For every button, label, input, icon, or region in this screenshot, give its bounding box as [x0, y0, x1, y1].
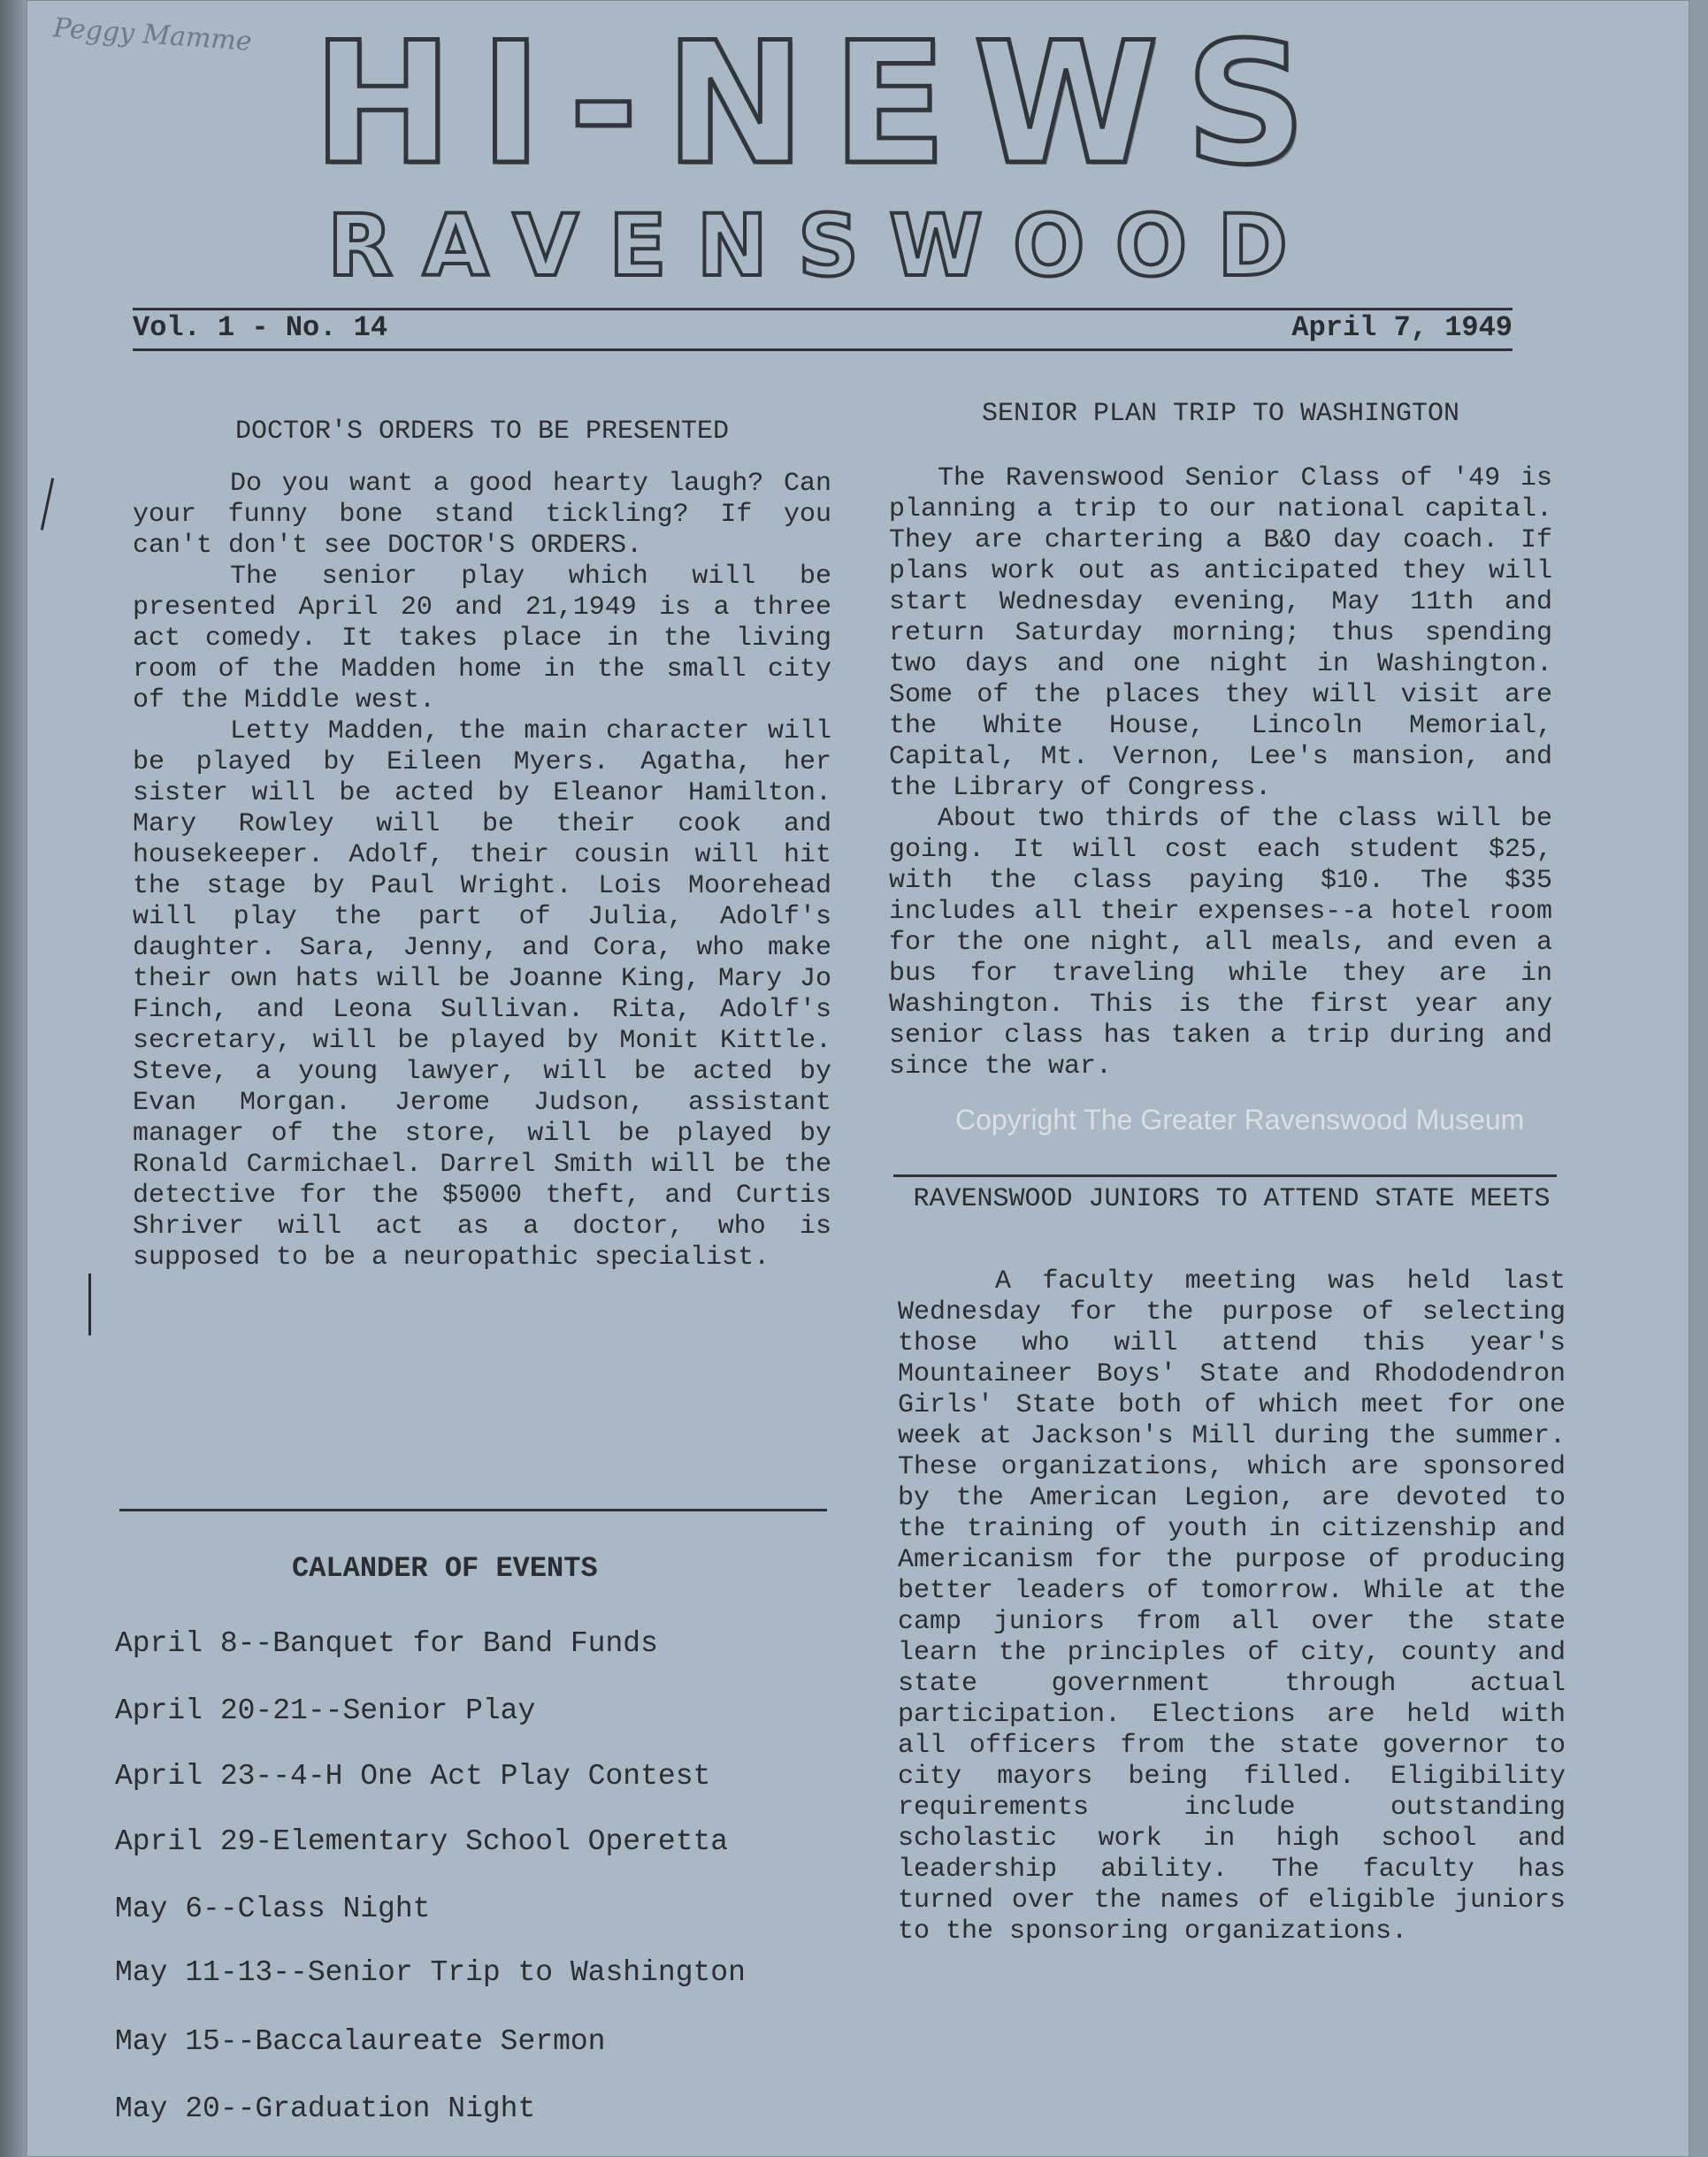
calendar-item: April 23--4-H One Act Play Contest [115, 1760, 711, 1793]
calendar-item: May 6--Class Night [115, 1893, 431, 1925]
article-doctors-orders [133, 416, 831, 1274]
article-paragraph: Do you want a good hearty laugh? Can your funny bone stand tickling? If you can't don't see DOCTOR'S ORDERS. [133, 469, 831, 561]
article-paragraph: The Ravenswood Senior Class of '49 is planning a trip to our national capital. They are chartering a B&O day coach. If plans work out as anticipated they will start Wednesday evening, May 11th and return Saturday morning; thus spending two days and one night in Washington. Some of the places they will visit are the White House, Lincoln Memorial, Capital, Mt. Vernon, Lee's mansion, and the Library of Congress. [889, 463, 1552, 803]
article-headline: SENIOR PLAN TRIP TO WASHINGTON [981, 399, 1460, 429]
issue-line [133, 311, 1513, 344]
masthead-rule-top [133, 308, 1513, 310]
calendar-heading: CALANDER OF EVENTS [292, 1552, 598, 1585]
issue-date: April 7, 1949 [1291, 311, 1513, 344]
article-divider [119, 1509, 827, 1511]
masthead [195, 6, 1451, 295]
masthead-title: HI-NEWS [312, 6, 1333, 202]
article-paragraph: Letty Madden, the main character will be played by Eileen Myers. Agatha, her sister will be acted by Eleanor Hamilton. Mary Rowley will be their cook and housekeeper. Adolf, their cousin will hit the stage by Paul Wright. Lois Moorehead will play the part of Julia, Adolf's daughter. Sara, Jenny, and Cora, who make their own hats will be Joanne King, Mary Jo Finch, and Leona Sullivan. Rita, Adolf's secretary, will be played by Monit Kittle. Steve, a young lawyer, will be acted by Evan Morgan. Jerome Judson, assistant manager of the store, will be played by Ronald Carmichael. Darrel Smith will be the detective for the $5000 theft, and Curtis Shriver will act as a doctor, who is supposed to be a neuropathic specialist. [133, 716, 831, 1273]
article-senior-trip [889, 398, 1552, 1082]
calendar-item: May 11-13--Senior Trip to Washington [115, 1956, 746, 1989]
article-paragraph: The senior play which will be presented April 20 and 21,1949 is a three act comedy. It takes place in the living room of the Madden home in the small city of the Middle west. [133, 562, 831, 715]
article-juniors-state [898, 1183, 1566, 1947]
article-paragraph: About two thirds of the class will be going. It will cost each student $25, with the class paying $10. The $35 includes all their expenses--a hotel room for the one night, all meals, and even a bus for traveling while they are in Washington. This is the first year any senior class has taken a trip during and since the war. [889, 804, 1552, 1082]
calendar-item: May 15--Baccalaureate Sermon [115, 2025, 606, 2058]
article-headline: RAVENSWOOD JUNIORS TO ATTEND STATE MEETS [913, 1184, 1551, 1214]
calendar-item: April 8--Banquet for Band Funds [115, 1627, 658, 1660]
masthead-rule-bottom [133, 348, 1513, 351]
masthead-subtitle: RAVENSWOOD [327, 196, 1318, 295]
article-paragraph: A faculty meeting was held last Wednesday for the purpose of selecting those who will attend this year's Mountaineer Boys' State and Rhododendron Girls' State both of which meet for one week at Jackson's Mill during the summer. These organizations, which are sponsored by the American Legion, are devoted to the training of youth in citizenship and Americanism for the purpose of producing better leaders of tomorrow. While at the camp juniors from all over the state learn the principles of city, county and state government through actual participation. Elections are held with all officers from the state governor to city mayors being filled. Eligibility requirements include outstanding scholastic work in high school and leadership ability. The faculty has turned over the names of eligible juniors to the sponsoring organizations. [898, 1266, 1566, 1947]
article-headline: DOCTOR'S ORDERS TO BE PRESENTED [234, 417, 730, 447]
calendar-item: May 20--Graduation Night [115, 2092, 536, 2125]
handwritten-signature: Peggy Mamme [52, 12, 253, 57]
copyright-watermark: Copyright The Greater Ravenswood Museum [955, 1104, 1525, 1136]
article-divider [893, 1174, 1557, 1177]
calendar-item: April 20-21--Senior Play [115, 1694, 536, 1727]
binding-edge [0, 0, 27, 2157]
margin-mark [88, 1274, 91, 1335]
issue-volume: Vol. 1 - No. 14 [133, 311, 388, 344]
calendar-item: April 29-Elementary School Operetta [115, 1825, 729, 1858]
